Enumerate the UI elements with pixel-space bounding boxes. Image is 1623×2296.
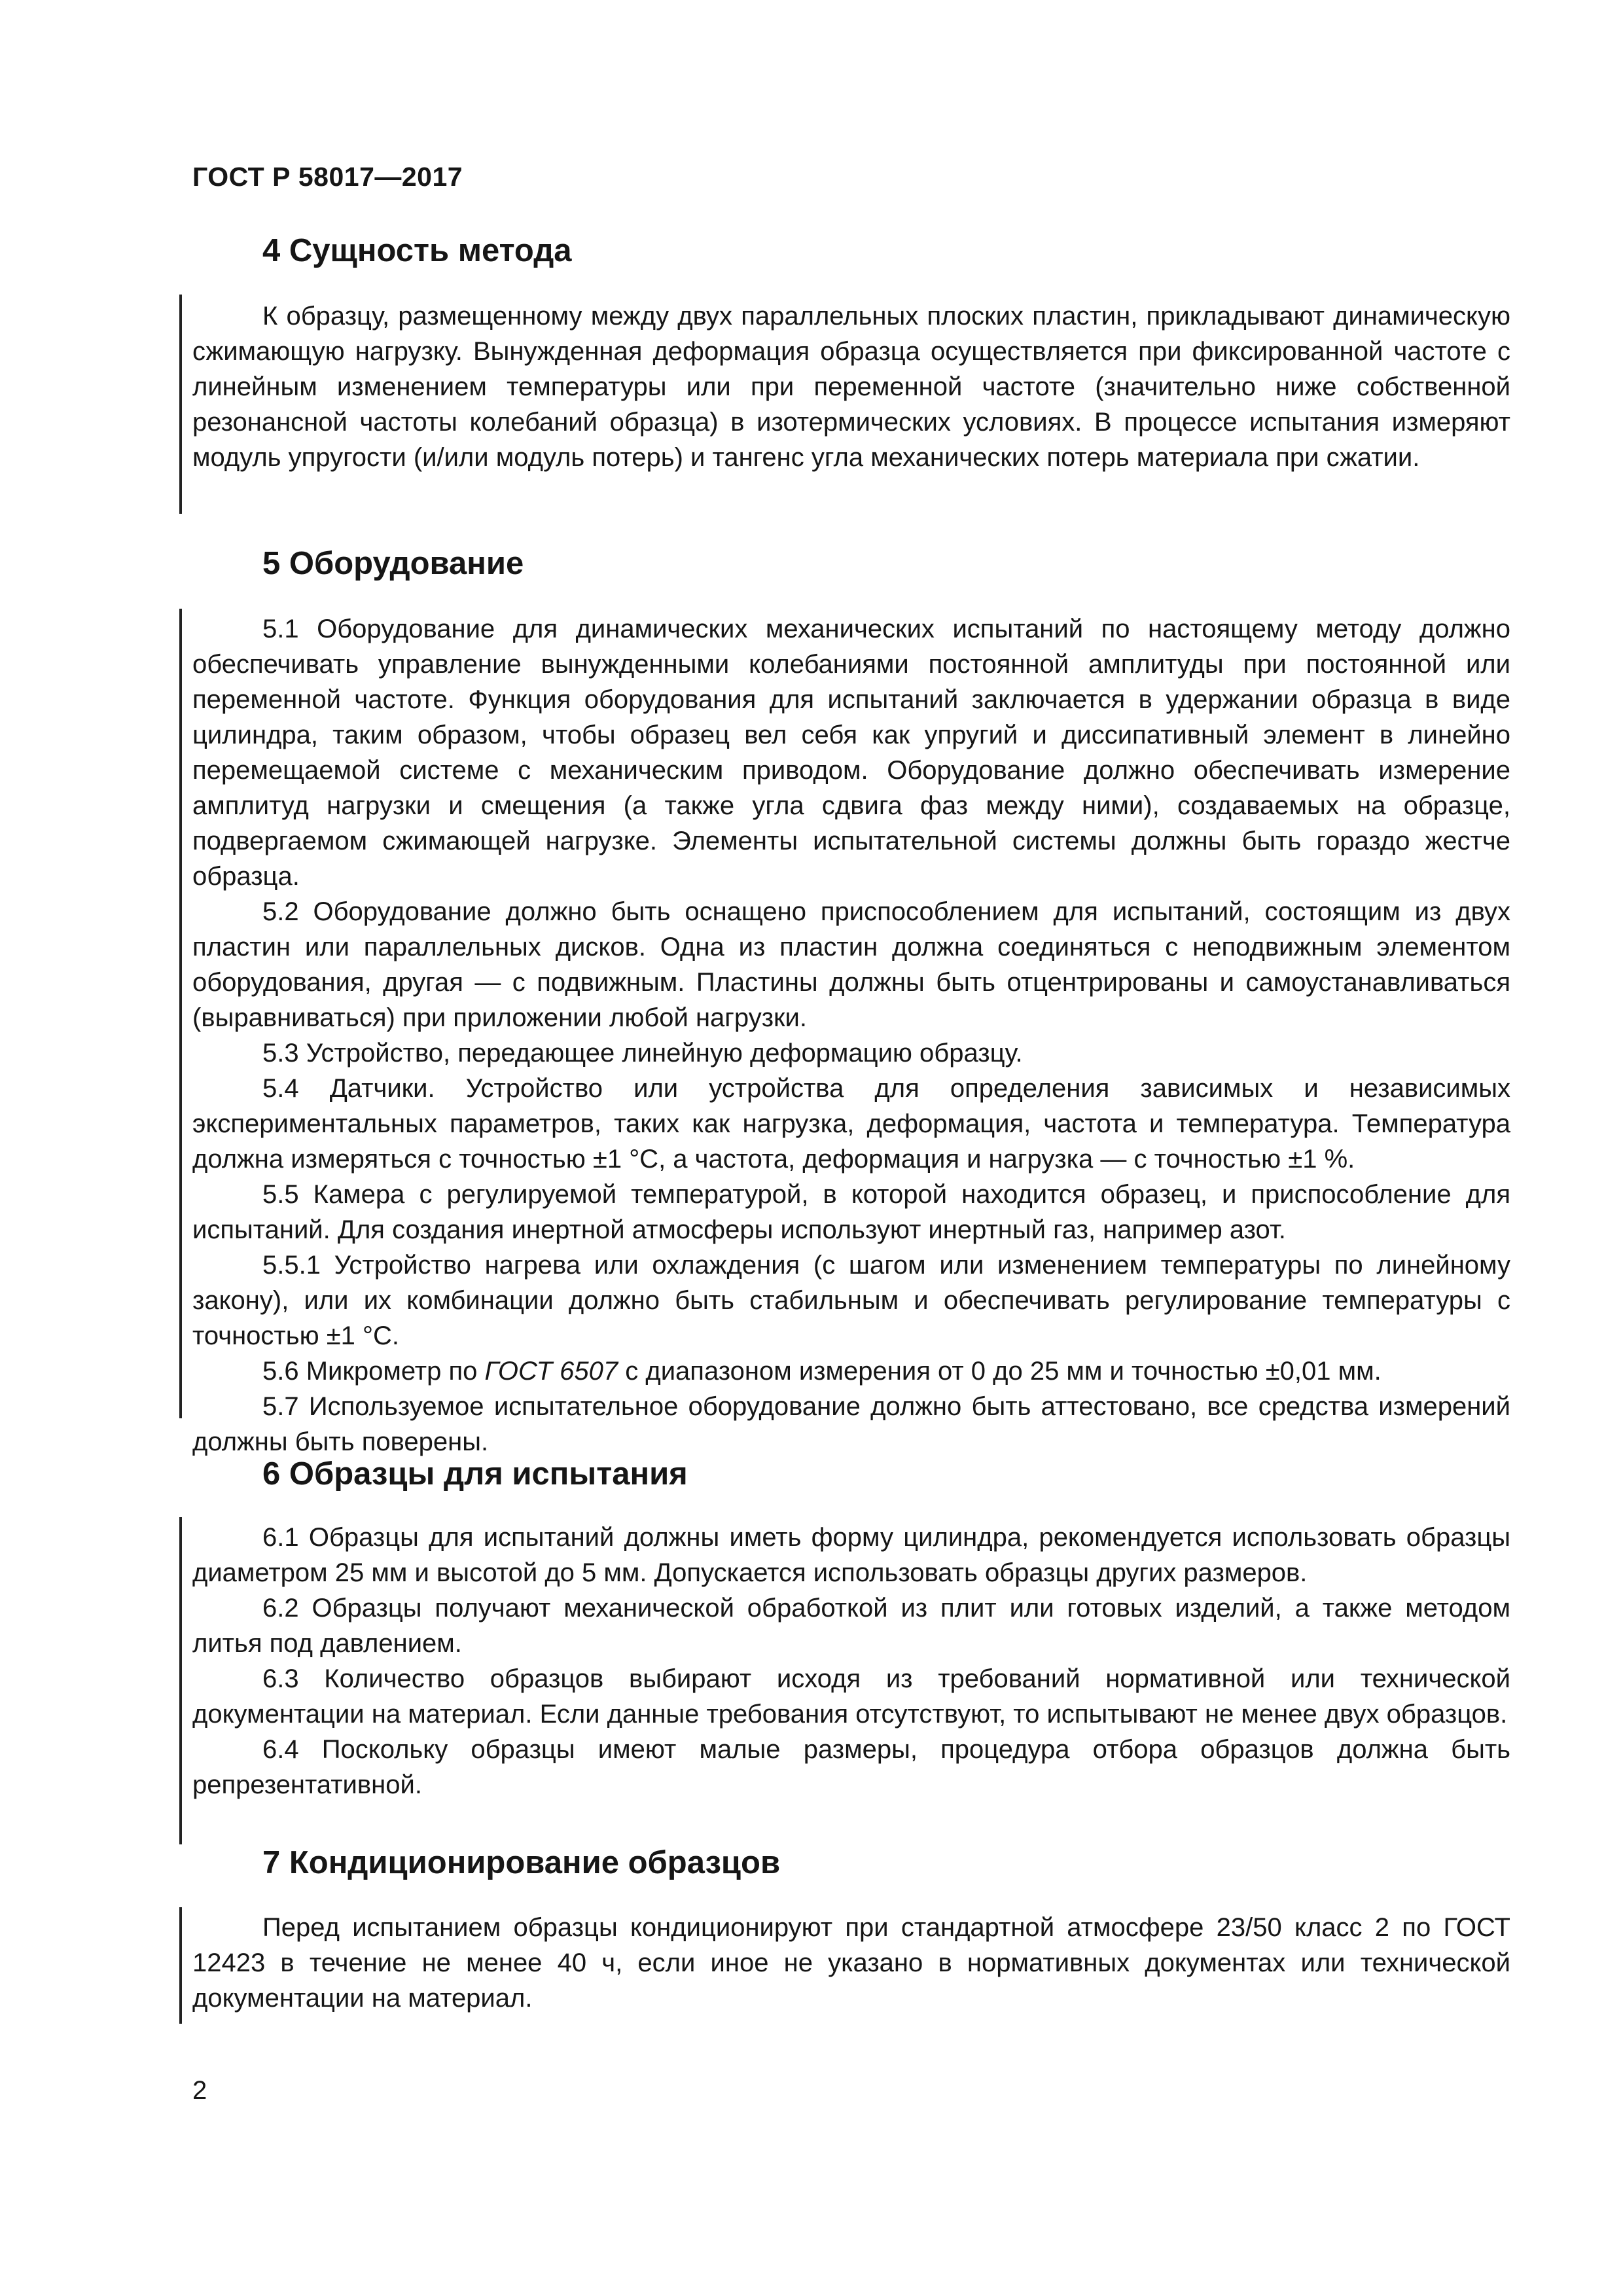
section-6-title: 6 Образцы для испытания [262,1456,688,1492]
paragraph-6-2: 6.2 Образцы получают механической обработкой из плит или готовых изделий, а также методом литья под давлением. [192,1594,1510,1658]
page-number: 2 [192,2076,207,2105]
gost-6507-reference: ГОСТ 6507 [484,1357,618,1386]
paragraph-5-5-1: 5.5.1 Устройство нагрева или охлаждения (с шагом или изменением температуры по линейному закону), или их комбинации должно быть стабильным и обеспечивать регулирование температуры с точностью ±1 °С. [192,1251,1510,1350]
paragraph-5-4: 5.4 Датчики. Устройство или устройства для определения зависимых и независимых экспериментальных параметров, таких как нагрузка, деформация, частота и температура. Температура должна измеряться с точностью ±1 °С, а частота, деформация и нагрузка — с точностью ±1 %. [192,1074,1510,1174]
paragraph-5-3: 5.3 Устройство, передающее линейную деформацию образцу. [262,1039,1023,1067]
paragraph-5-6-text-a: 5.6 Микрометр по [262,1357,485,1386]
section-6-body [192,1520,1510,1803]
revision-bar [179,609,182,1418]
paragraph-6-1: 6.1 Образцы для испытаний должны иметь форму цилиндра, рекомендуется использовать образцы диаметром 25 мм и высотой до 5 мм. Допускается использовать образцы других размеров. [192,1523,1510,1587]
paragraph-6-4: 6.4 Поскольку образцы имеют малые размеры, процедура отбора образцов должна быть репрезентативной. [192,1735,1510,1799]
paragraph-5-6 [192,1354,1510,1389]
revision-bar [179,295,182,514]
paragraph-5-6-text-b: с диапазоном измерения от 0 до 25 мм и точностью ±0,01 мм. [618,1357,1382,1386]
paragraph-6-3: 6.3 Количество образцов выбирают исходя из требований нормативной или технической документации на материал. Если данные требования отсутствуют, то испытывают не менее двух образцов. [192,1664,1510,1729]
paragraph-5-5: 5.5 Камера с регулируемой температурой, в которой находится образец, и приспособление для испытаний. Для создания инертной атмосферы используют инертный газ, например азот. [192,1180,1510,1244]
section-4-title: 4 Сущность метода [262,233,572,268]
document-header: ГОСТ Р 58017—2017 [192,162,463,192]
paragraph-5-2: 5.2 Оборудование должно быть оснащено приспособлением для испытаний, состоящим из двух пластин или параллельных дисков. Одна из пластин должна соединяться с неподвижным элементом оборудования, другая — с подвижным. Пластины должны быть отцентрированы и самоустанавливаться (выравниваться) при приложении любой нагрузки. [192,897,1510,1032]
section-7-paragraph: Перед испытанием образцы кондиционируют при стандартной атмосфере 23/50 класс 2 по ГОСТ 12423 в течение не менее 40 ч, если иное не указано в нормативных документах или технической документации на материал. [192,1913,1510,2013]
paragraph-5-7: 5.7 Используемое испытательное оборудование должно быть аттестовано, все средства измерений должны быть поверены. [192,1392,1510,1456]
paragraph-5-1: 5.1 Оборудование для динамических механических испытаний по настоящему методу должно обеспечивать управление вынужденными колебаниями постоянной амплитуды при постоянной или переменной частоте. Функция оборудования для испытаний заключается в удержании образца в виде цилиндра, таким образом, чтобы образец вел себя как упругий и диссипативный элемент в линейно перемещаемой системе с механическим приводом. Оборудование должно обеспечивать измерение амплитуд нагрузки и смещения (а также угла сдвига фаз между ними), создаваемых на образце, подвергаемом сжимающей нагрузке. Элементы испытательной системы должны быть гораздо жестче образца. [192,615,1510,891]
section-4-paragraph: К образцу, размещенному между двух параллельных плоских пластин, прикладывают динамическую сжимающую нагрузку. Вынужденная деформация образца осуществляется при фиксированной частоте с линейным изменением температуры или при переменной частоте (значительно ниже собственной резонансной частоты колебаний образца) в изотермических условиях. В процессе испытания измеряют модуль упругости (и/или модуль потерь) и тангенс угла механических потерь материала при сжатии. [192,302,1510,472]
section-5-body [192,611,1510,1460]
revision-bar [179,1517,182,1844]
section-7-title: 7 Кондиционирование образцов [262,1845,781,1880]
section-5-title: 5 Оборудование [262,546,524,581]
revision-bar [179,1907,182,2024]
